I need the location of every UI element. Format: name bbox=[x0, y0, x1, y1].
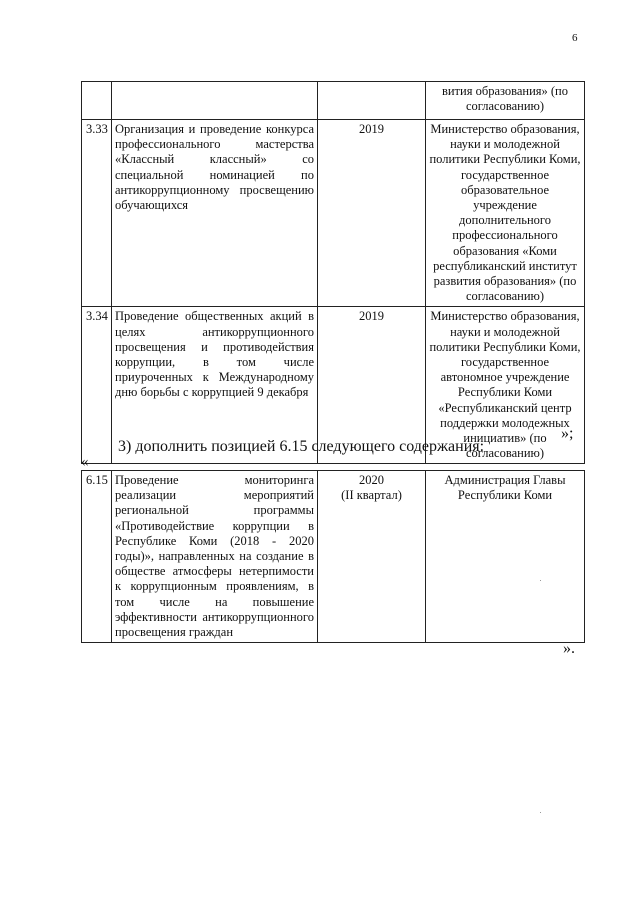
row-executor: вития образования» (по согласованию) bbox=[426, 82, 585, 120]
scan-speck bbox=[540, 580, 541, 581]
row-description: Организация и проведение конкурса профессионального мастерства «Классный классный» со специальной номинацией по антикоррупционному просвещению обучающихся bbox=[112, 120, 318, 307]
scan-speck bbox=[540, 812, 541, 813]
row-period: (II квартал) bbox=[341, 488, 402, 503]
row-executor: Министерство образования, науки и молодежной политики Республики Коми, государственное образовательное учреждение дополнительного профессионального образования «Коми республиканский институт развития образования» (по согласованию) bbox=[426, 120, 585, 307]
row-year: 2019 bbox=[318, 120, 426, 307]
table-row bbox=[82, 120, 585, 307]
row-number bbox=[82, 82, 112, 120]
row-executor: Министерство образования, науки и молодежной политики Республики Коми, государственное автономное учреждение Республики Коми «Республиканский центр поддержки молодежных инициатив» (по согласованию) bbox=[426, 307, 585, 464]
amendment-intro: 3) дополнить позицией 6.15 следующего содержания: bbox=[118, 438, 485, 455]
row-description bbox=[112, 82, 318, 120]
page-number: 6 bbox=[572, 32, 578, 44]
row-year bbox=[318, 82, 426, 120]
row-year: 2019 bbox=[318, 307, 426, 464]
row-description: Проведение мониторинга реализации мероприятий региональной программы «Противодействие коррупции в Республике Коми (2018 - 2020 годы)», направленных на создание в обществе атмосферы нетерпимости к коррупционным проявлениям, в том числе на повышение эффективности антикоррупционного просвещения граждан bbox=[112, 471, 318, 643]
table-row bbox=[82, 471, 585, 643]
row-year-cell bbox=[318, 471, 426, 643]
table-row bbox=[82, 82, 585, 120]
closing-quote-semicolon: »; bbox=[561, 425, 574, 442]
row-executor: Администрация Главы Республики Коми bbox=[426, 471, 585, 643]
measures-table-continued bbox=[81, 81, 585, 464]
closing-quote-period: ». bbox=[563, 640, 575, 657]
row-year: 2020 bbox=[359, 473, 384, 487]
measures-table-new bbox=[81, 470, 585, 643]
row-number: 3.33 bbox=[82, 120, 112, 307]
row-description: Проведение общественных акций в целях антикоррупционного просвещения и противодействия коррупции, в том числе приуроченных к Международному дню борьбы с коррупцией 9 декабря bbox=[112, 307, 318, 464]
row-number: 6.15 bbox=[82, 471, 112, 643]
opening-quote: « bbox=[81, 454, 89, 470]
row-number: 3.34 bbox=[82, 307, 112, 464]
